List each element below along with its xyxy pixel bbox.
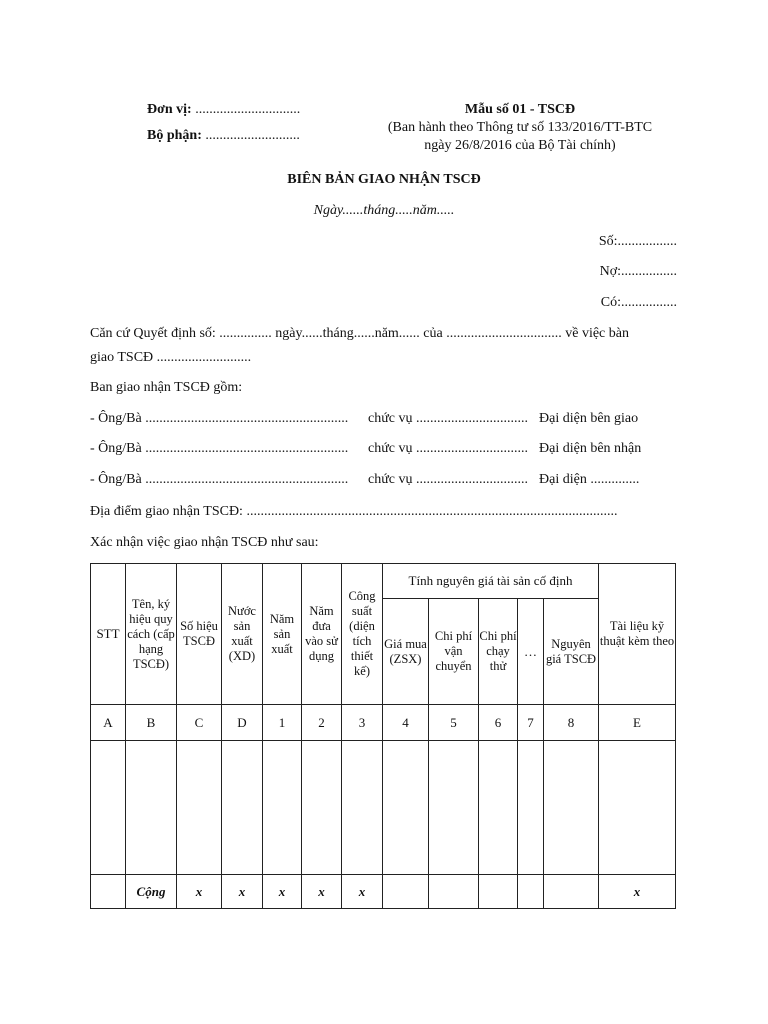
total-cell	[518, 875, 544, 909]
col-chay-thu-header: Chi phí chạy thử	[479, 599, 518, 705]
person-1-role: Đại diện bên giao	[539, 411, 639, 426]
code-cell: B	[126, 705, 177, 741]
code-cell: 5	[429, 705, 479, 741]
col-ten-header: Tên, ký hiệu quy cách (cấp hạng TSCĐ)	[126, 564, 177, 705]
code-cell: 2	[302, 705, 342, 741]
total-x: x	[222, 875, 263, 909]
col-cong-suat-header: Công suất (diện tích thiết kế)	[342, 564, 383, 705]
date-line: Ngày......tháng.....năm.....	[313, 203, 455, 218]
col-nuoc-header: Nước sản xuất (XD)	[222, 564, 263, 705]
col-nam-dua-header: Năm đưa vào sử dụng	[302, 564, 342, 705]
code-row	[91, 705, 676, 741]
issued-line-1: (Ban hành theo Thông tư số 133/2016/TT-BTC	[387, 120, 653, 135]
nguyen-gia-group-header: Tính nguyên giá tài sản cố định	[383, 564, 599, 599]
data-cell	[222, 741, 263, 875]
asset-table	[90, 563, 676, 909]
total-cell	[479, 875, 518, 909]
can-cu-line-2: giao TSCĐ ...........................	[90, 350, 252, 365]
data-cell	[429, 741, 479, 875]
person-3-title: chức vụ ................................	[368, 472, 529, 487]
data-cell	[383, 741, 429, 875]
code-cell: 7	[518, 705, 544, 741]
col-stt-header: STT	[91, 564, 126, 705]
person-1-name: - Ông/Bà ..........................................................	[90, 411, 349, 426]
code-cell: 3	[342, 705, 383, 741]
data-cell	[302, 741, 342, 875]
header-row-1	[91, 564, 676, 599]
person-1-title: chức vụ ................................	[368, 411, 529, 426]
total-cell	[429, 875, 479, 909]
col-so-hieu-header: Số hiệu TSCĐ	[177, 564, 222, 705]
total-cell	[544, 875, 599, 909]
col-gia-mua-header: Giá mua (ZSX)	[383, 599, 429, 705]
don-vi-label: Đơn vị:	[147, 102, 192, 117]
data-cell	[177, 741, 222, 875]
xac-nhan-line: Xác nhận việc giao nhận TSCĐ như sau:	[90, 535, 319, 550]
code-cell: D	[222, 705, 263, 741]
col-nguyen-gia-header: Nguyên giá TSCĐ	[544, 599, 599, 705]
person-2-name: - Ông/Bà ..........................................................	[90, 441, 349, 456]
document-title: BIÊN BẢN GIAO NHẬN TSCĐ	[287, 172, 481, 187]
code-cell: 4	[383, 705, 429, 741]
data-cell	[91, 741, 126, 875]
total-cell	[383, 875, 429, 909]
don-vi-row	[147, 102, 300, 118]
data-cell	[518, 741, 544, 875]
no-ref: Nợ:................	[599, 264, 677, 279]
data-cell	[126, 741, 177, 875]
co-ref: Có:................	[600, 295, 677, 310]
total-x: x	[263, 875, 302, 909]
person-3-name: - Ông/Bà ..........................................................	[90, 472, 349, 487]
data-cell	[263, 741, 302, 875]
code-cell: E	[599, 705, 676, 741]
col-van-chuyen-header: Chi phí vận chuyển	[429, 599, 479, 705]
person-2-title: chức vụ ................................	[368, 441, 529, 456]
col-nam-sx-header: Năm sản xuất	[263, 564, 302, 705]
so-ref: Số:.................	[598, 234, 677, 249]
total-label: Cộng	[126, 875, 177, 909]
code-cell: 1	[263, 705, 302, 741]
person-2-role: Đại diện bên nhận	[539, 441, 642, 456]
total-cell	[91, 875, 126, 909]
total-x: x	[177, 875, 222, 909]
empty-data-row	[91, 741, 676, 875]
dia-diem-line: Địa điểm giao nhận TSCĐ: ..........................................................................................................	[90, 504, 618, 519]
don-vi-dots: ..............................	[195, 102, 301, 117]
data-cell	[479, 741, 518, 875]
bo-phan-dots: ...........................	[205, 128, 300, 143]
issued-line-2: ngày 26/8/2016 của Bộ Tài chính)	[424, 138, 616, 153]
bo-phan-row	[147, 128, 300, 144]
data-cell	[544, 741, 599, 875]
total-x: x	[342, 875, 383, 909]
total-row	[91, 875, 676, 909]
form-number: Mẫu số 01 - TSCĐ	[464, 102, 576, 117]
total-x: x	[599, 875, 676, 909]
bo-phan-label: Bộ phận:	[147, 128, 202, 143]
person-3-role: Đại diện ..............	[539, 472, 640, 487]
total-x: x	[302, 875, 342, 909]
code-cell: A	[91, 705, 126, 741]
data-cell	[342, 741, 383, 875]
col-tai-lieu-header: Tài liệu kỹ thuật kèm theo	[599, 564, 676, 705]
data-cell	[599, 741, 676, 875]
code-cell: 6	[479, 705, 518, 741]
ban-giao-heading: Ban giao nhận TSCĐ gồm:	[90, 380, 243, 395]
code-cell: 8	[544, 705, 599, 741]
code-cell: C	[177, 705, 222, 741]
can-cu-line-1: Căn cứ Quyết định số: ............... ngày......tháng......năm...... của ................................. về việc bàn	[90, 326, 629, 341]
col-ellipsis-header: …	[518, 599, 544, 705]
